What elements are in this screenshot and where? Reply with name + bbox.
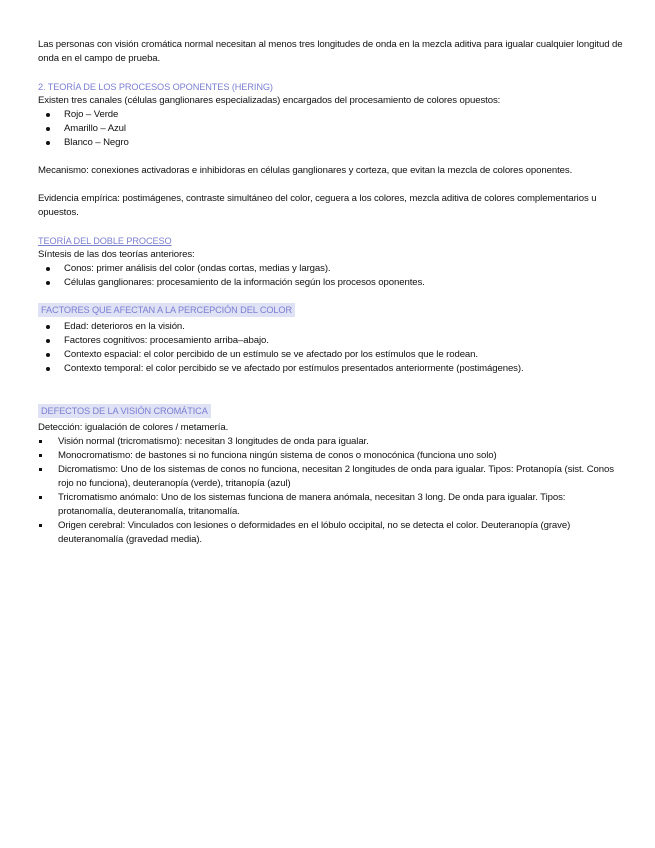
section-heading-factores: FACTORES QUE AFECTAN A LA PERCEPCIÓN DEL COLOR: [38, 303, 623, 317]
section-heading-defectos: DEFECTOS DE LA VISIÓN CROMÁTICA: [38, 404, 623, 418]
list-item: Amarillo – Azul: [38, 122, 623, 136]
intro-paragraph: Las personas con visión cromática normal necesitan al menos tres longitudes de onda en la mezcla aditiva para igualar cualquier longitud de onda en el campo de prueba.: [38, 39, 623, 64]
list-item: Origen cerebral: Vinculados con lesiones o deformidades en el lóbulo occipital, no se detecta el color. Deuteranopía (grave) deuteranomalía (gravedad media).: [38, 519, 623, 547]
evidencia-paragraph: Evidencia empírica: postimágenes, contraste simultáneo del color, ceguera a los colores, mezcla aditiva de colores complementarios u opuestos.: [38, 193, 597, 218]
list-item: Edad: deterioros en la visión.: [38, 320, 623, 334]
doble-proceso-list: [38, 262, 623, 290]
list-item: Monocromatismo: de bastones si no funciona ningún sistema de conos o monocónica (funciona uno solo): [38, 449, 623, 463]
list-item: Tricromatismo anómalo: Uno de los sistemas funciona de manera anómala, necesitan 3 long. De onda para igualar. Tipos: protanomalía, deuteranomalía, tritanomalía.: [38, 491, 623, 519]
document-body: [38, 38, 623, 547]
list-item: Células ganglionares: procesamiento de la información según los procesos oponentes.: [38, 276, 623, 290]
list-item: Rojo – Verde: [38, 108, 623, 122]
section-heading-oponentes: 2. TEORÍA DE LOS PROCESOS OPONENTES (HERING): [38, 82, 273, 92]
list-item: Visión normal (tricromatismo): necesitan 3 longitudes de onda para igualar.: [38, 435, 623, 449]
list-item: Contexto espacial: el color percibido de un estímulo se ve afectado por los estímulos que le rodean.: [38, 348, 623, 362]
oponentes-list: [38, 108, 623, 150]
factores-list: [38, 320, 623, 376]
list-item: Dicromatismo: Uno de los sistemas de conos no funciona, necesitan 2 longitudes de onda para igualar. Tipos: Protanopía (sist. Conos rojo no funciona), deuteranopía (verde), tritanopía (azul): [38, 463, 623, 491]
defectos-list: [38, 435, 623, 547]
oponentes-lead: Existen tres canales (células ganglionares especializadas) encargados del procesamiento de colores opuestos:: [38, 95, 501, 106]
doble-proceso-lead: Síntesis de las dos teorías anteriores:: [38, 249, 195, 260]
list-item: Conos: primer análisis del color (ondas cortas, medias y largas).: [38, 262, 623, 276]
mecanismo-paragraph: Mecanismo: conexiones activadoras e inhibidoras en células ganglionares y corteza, que evitan la mezcla de colores oponentes.: [38, 165, 573, 176]
list-item: Blanco – Negro: [38, 136, 623, 150]
list-item: Contexto temporal: el color percibido se ve afectado por estímulos presentados anteriormente (postimágenes).: [38, 362, 623, 376]
section-heading-doble-proceso: TEORÍA DEL DOBLE PROCESO: [38, 236, 172, 246]
list-item: Factores cognitivos: procesamiento arriba–abajo.: [38, 334, 623, 348]
defectos-lead: Detección: igualación de colores / metamería.: [38, 422, 229, 433]
